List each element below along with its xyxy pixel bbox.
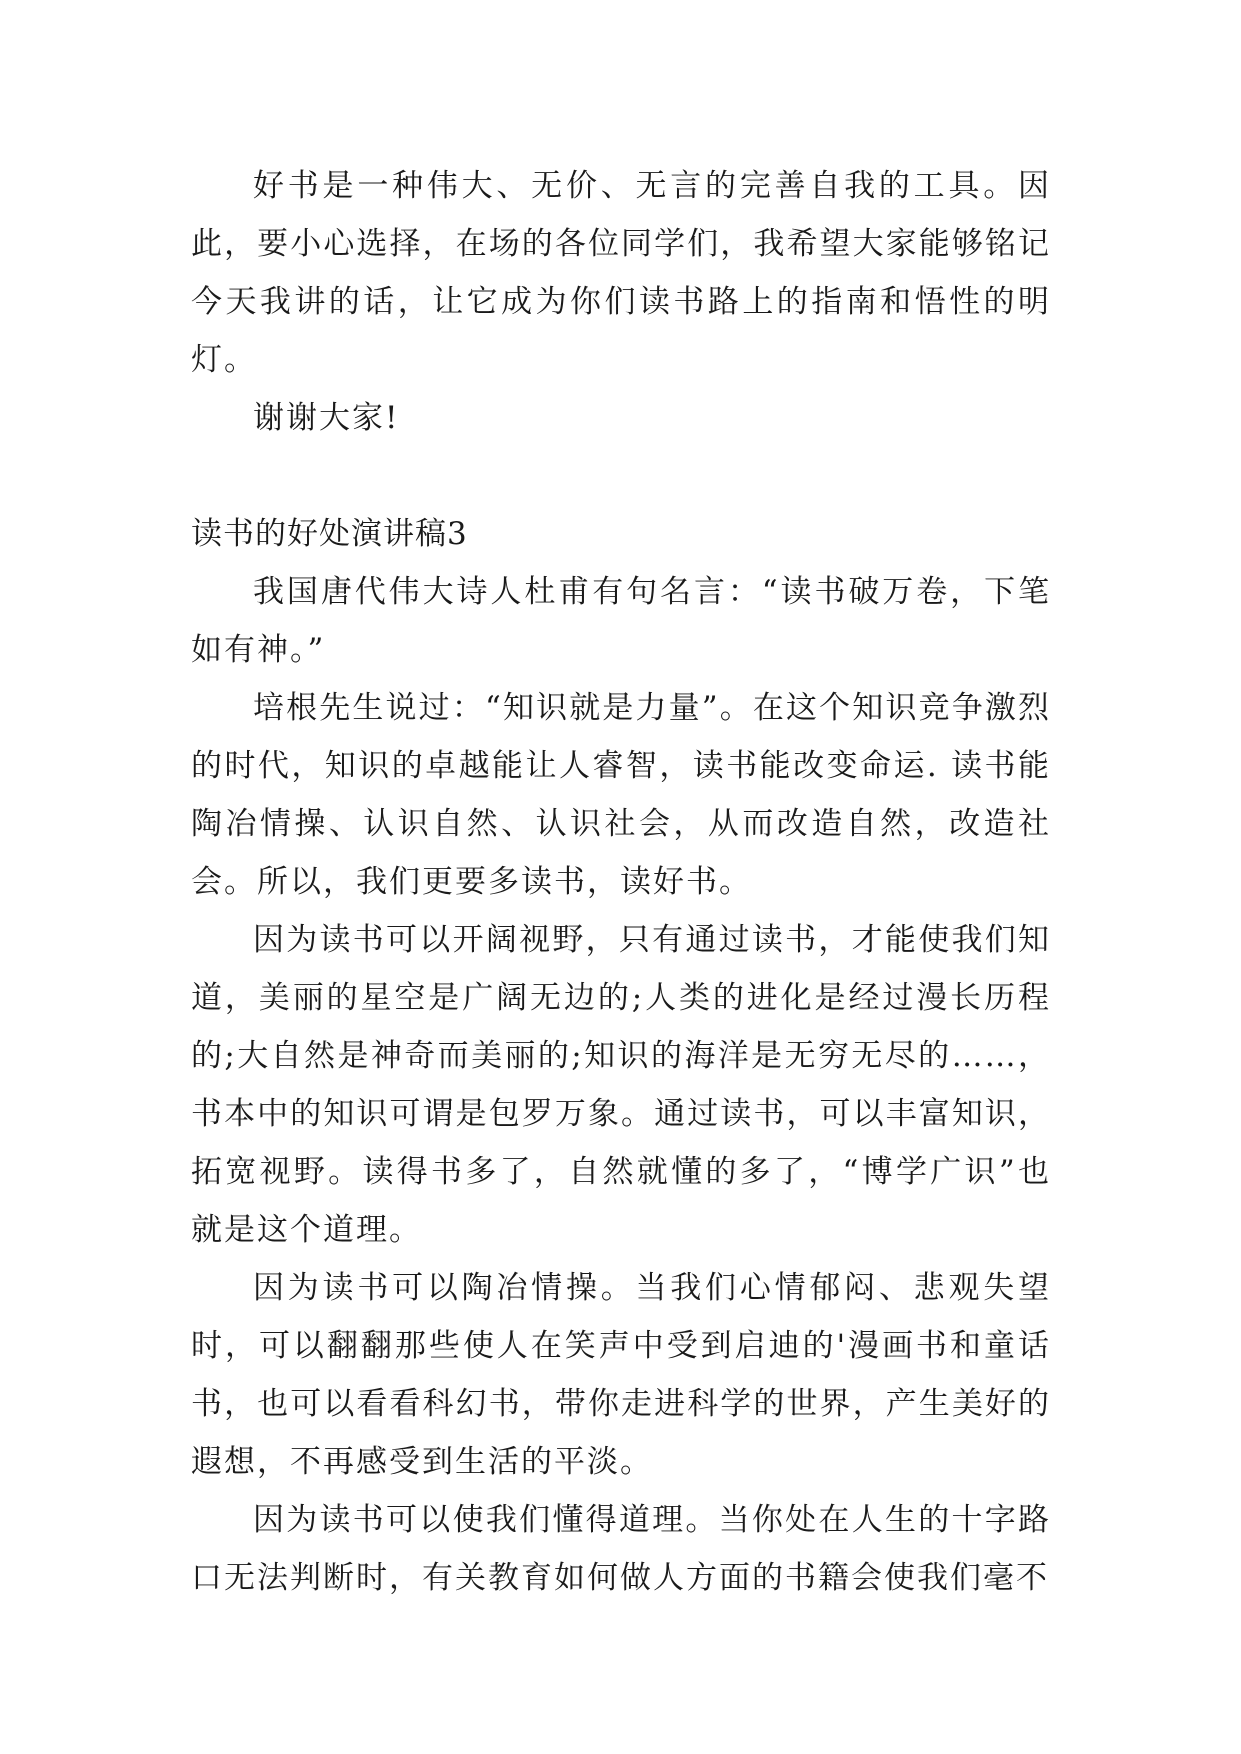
- paragraph: 因为读书可以陶冶情操。当我们心情郁闷、悲观失望时，可以翻翻那些使人在笑声中受到启迪的'漫画书和童话书，也可以看看科幻书，带你走进科学的世界，产生美好的遐想，不再感受到生活的平淡。: [191, 1270, 1051, 1480]
- paragraph: 好书是一种伟大、无价、无言的完善自我的工具。因此，要小心选择，在场的各位同学们，我希望大家能够铭记今天我讲的话，让它成为你们读书路上的指南和悟性的明灯。: [191, 168, 1051, 378]
- paragraph: 培根先生说过：“知识就是力量”。在这个知识竞争激烈的时代，知识的卓越能让人睿智，读书能改变命运. 读书能陶冶情操、认识自然、认识社会，从而改造自然，改造社会。所以，我们更要多读书，读好书。: [191, 690, 1051, 900]
- document-body: [191, 157, 1051, 1607]
- paragraph: 我国唐代伟大诗人杜甫有句名言：“读书破万卷，下笔如有神。”: [191, 574, 1051, 668]
- paragraph: 因为读书可以使我们懂得道理。当你处在人生的十字路口无法判断时，有关教育如何做人方面的书籍会使我们毫不: [191, 1502, 1051, 1596]
- section-spacer: [191, 447, 1051, 505]
- closing-line: 谢谢大家!: [253, 400, 400, 436]
- paragraph: 因为读书可以开阔视野，只有通过读书，才能使我们知道，美丽的星空是广阔无边的;人类的进化是经过漫长历程的;大自然是神奇而美丽的;知识的海洋是无穷无尽的……，书本中的知识可谓是包罗万象。通过读书，可以丰富知识，拓宽视野。读得书多了，自然就懂的多了，“博学广识”也就是这个道理。: [191, 922, 1051, 1248]
- section-title: 读书的好处演讲稿3: [191, 516, 468, 552]
